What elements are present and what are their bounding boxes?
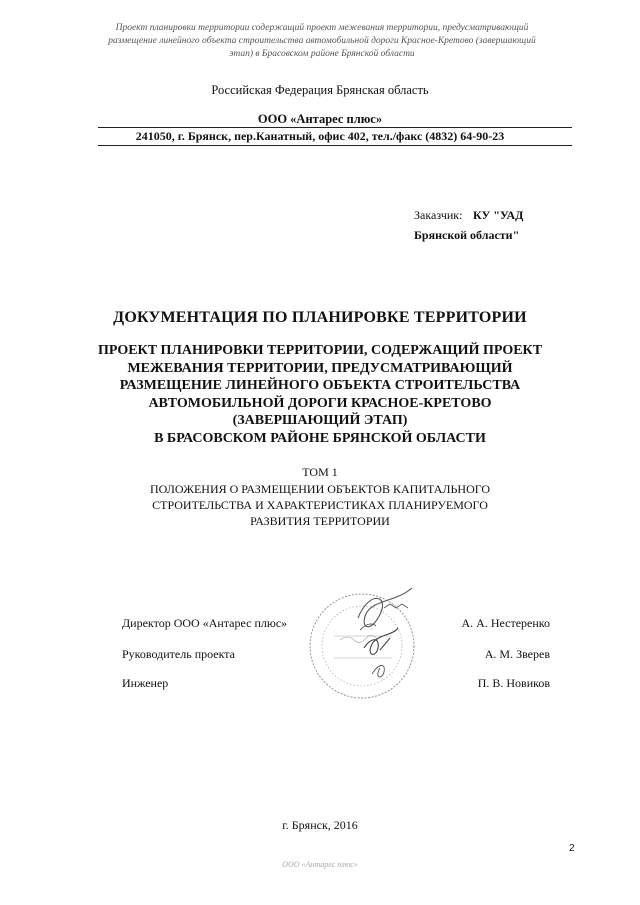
customer-label: Заказчик: bbox=[414, 208, 463, 222]
volume-description-line: СТРОИТЕЛЬСТВА И ХАРАКТЕРИСТИКАХ ПЛАНИРУЕМОГО bbox=[152, 498, 488, 512]
footer-watermark: ООО «Антарес плюс» bbox=[282, 860, 358, 869]
organization-name: ООО «Антарес плюс» bbox=[257, 112, 383, 126]
signatory-name: А. М. Зверев bbox=[484, 647, 550, 661]
header-note bbox=[82, 22, 562, 61]
project-title-line: РАЗМЕЩЕНИЕ ЛИНЕЙНОГО ОБЪЕКТА СТРОИТЕЛЬСТВА bbox=[119, 378, 521, 393]
project-title bbox=[70, 342, 570, 447]
customer-name: КУ "УАД bbox=[473, 208, 524, 222]
document-title: ДОКУМЕНТАЦИЯ ПО ПЛАНИРОВКЕ ТЕРРИТОРИИ bbox=[113, 309, 527, 326]
project-title-line: МЕЖЕВАНИЯ ТЕРРИТОРИИ, ПРЕДУСМАТРИВАЮЩИЙ bbox=[127, 360, 513, 376]
signatory-name: П. В. Новиков bbox=[477, 676, 550, 690]
project-title-line: АВТОМОБИЛЬНОЙ ДОРОГИ КРАСНОЕ-КРЕТОВО bbox=[148, 395, 492, 411]
official-stamp bbox=[300, 578, 430, 708]
header-note-line: Проект планировки территории содержащий проект межевания территории, предусматривающий bbox=[115, 23, 529, 33]
volume-description-line: РАЗВИТИЯ ТЕРРИТОРИИ bbox=[250, 514, 390, 528]
volume-description-line: ПОЛОЖЕНИЯ О РАЗМЕЩЕНИИ ОБЪЕКТОВ КАПИТАЛЬНОГО bbox=[149, 482, 491, 496]
header-note-line: этап) в Брасовском районе Брянской области bbox=[229, 49, 415, 59]
project-title-line: В БРАСОВСКОМ РАЙОНЕ БРЯНСКОЙ ОБЛАСТИ bbox=[154, 430, 486, 446]
organization-address: 241050, г. Брянск, пер.Канатный, офис 402, тел./факс (4832) 64-90-23 bbox=[135, 129, 505, 143]
header-rule bbox=[98, 145, 572, 146]
page-number: 2 bbox=[569, 843, 575, 854]
signature-stroke bbox=[372, 665, 384, 677]
signatory-name: А. А. Нестеренко bbox=[461, 616, 550, 630]
region-line: Российская Федерация Брянская область bbox=[211, 83, 429, 97]
volume-description bbox=[100, 481, 540, 529]
project-title-line: ПРОЕКТ ПЛАНИРОВКИ ТЕРРИТОРИИ, СОДЕРЖАЩИЙ ПРОЕКТ bbox=[97, 343, 543, 358]
customer-name: Брянской области" bbox=[414, 228, 520, 242]
city-year: г. Брянск, 2016 bbox=[282, 818, 358, 832]
signatory-role: Директор ООО «Антарес плюс» bbox=[122, 616, 288, 630]
signatory-role: Инженер bbox=[122, 676, 169, 690]
signatory-role: Руководитель проекта bbox=[122, 647, 235, 661]
project-title-line: (ЗАВЕРШАЮЩИЙ ЭТАП) bbox=[232, 413, 408, 428]
volume-number: ТОМ 1 bbox=[302, 465, 338, 479]
header-note-line: размещение линейного объекта строительства автомобильной дороги Красное-Кретово (завершающий bbox=[108, 36, 536, 46]
header-rule bbox=[98, 127, 572, 128]
signature-stroke bbox=[364, 628, 398, 654]
